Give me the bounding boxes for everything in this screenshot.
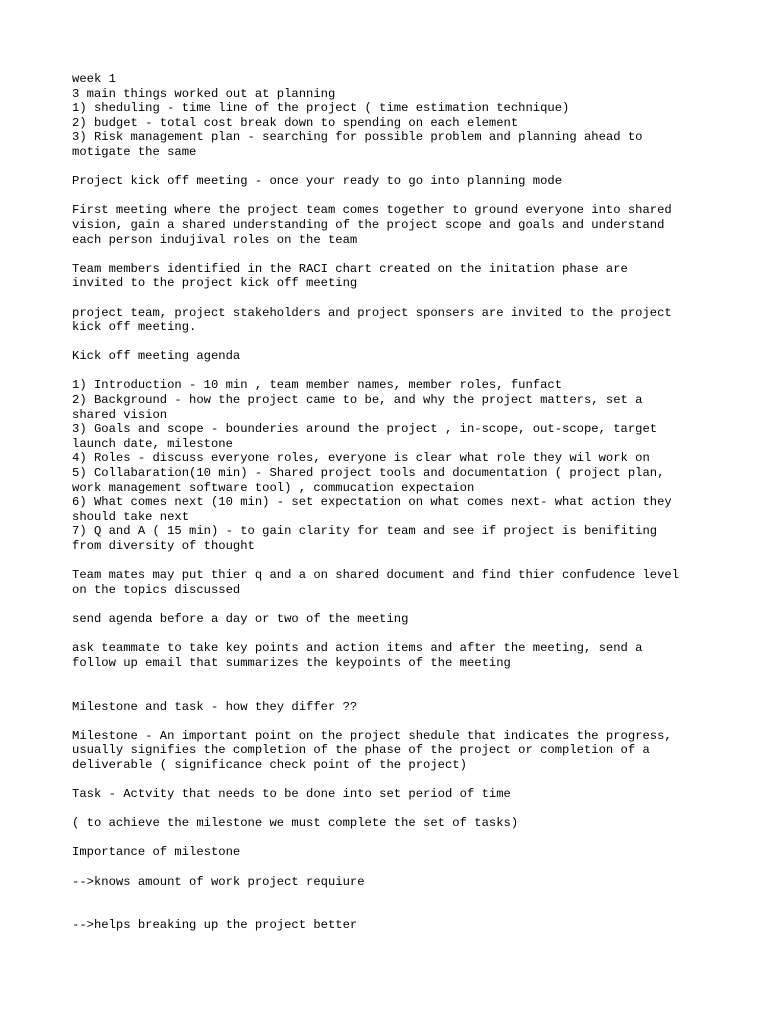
document-line: follow up email that summarizes the keypoints of the meeting xyxy=(72,655,511,670)
document-line: work management software tool) , commucation expectaion xyxy=(72,480,475,495)
document-line xyxy=(72,670,712,685)
document-line: 2) budget - total cost break down to spending on each element xyxy=(72,115,519,130)
document-line xyxy=(72,247,712,262)
document-line: First meeting where the project team comes together to ground everyone into shared xyxy=(72,203,672,218)
document-line xyxy=(72,773,712,788)
document-line: ask teammate to take key points and action items and after the meeting, send a xyxy=(72,641,643,656)
document-line xyxy=(72,160,712,175)
document-page xyxy=(72,72,712,933)
document-line: motigate the same xyxy=(72,144,197,159)
document-line: 3) Goals and scope - bounderies around the project , in-scope, out-scope, target xyxy=(72,422,658,437)
document-line: Milestone and task - how they differ ?? xyxy=(72,699,358,714)
document-line xyxy=(72,364,712,379)
document-line: 7) Q and A ( 15 min) - to gain clarity for team and see if project is benifiting xyxy=(72,524,658,539)
document-line: 3) Risk management plan - searching for possible problem and planning ahead to xyxy=(72,130,643,145)
document-line: Team mates may put thier q and a on shared document and find thier confudence level xyxy=(72,568,680,583)
document-line: ( to achieve the milestone we must complete the set of tasks) xyxy=(72,816,519,831)
document-line: 6) What comes next (10 min) - set expectation on what comes next- what action they xyxy=(72,495,672,510)
document-line: 4) Roles - discuss everyone roles, everyone is clear what role they wil work on xyxy=(72,451,650,466)
document-line: 1) Introduction - 10 min , team member names, member roles, funfact xyxy=(72,378,563,393)
document-line: week 1 xyxy=(72,72,116,86)
document-line: Team members identified in the RACI chart created on the initation phase are xyxy=(72,261,628,276)
document-line: Kick off meeting agenda xyxy=(72,349,241,364)
document-line xyxy=(72,291,712,306)
document-line: Task - Actvity that needs to be done into set period of time xyxy=(72,787,511,802)
document-line: from diversity of thought xyxy=(72,539,255,553)
document-line: project team, project stakeholders and project sponsers are invited to the project xyxy=(72,305,672,320)
document-line xyxy=(72,860,712,875)
document-line xyxy=(72,597,712,612)
document-line: -->helps breaking up the project better xyxy=(72,918,358,933)
document-line: send agenda before a day or two of the meeting xyxy=(72,611,409,626)
document-line: usually signifies the completion of the phase of the project or completion of a xyxy=(72,743,650,758)
document-line: shared vision xyxy=(72,407,168,422)
document-line: Project kick off meeting - once your ready to go into planning mode xyxy=(72,174,563,189)
document-line: 3 main things worked out at planning xyxy=(72,86,336,101)
document-line: 5) Collabaration(10 min) - Shared project tools and documentation ( project plan, xyxy=(72,466,665,481)
document-line: deliverable ( significance check point of the project) xyxy=(72,757,467,772)
document-line xyxy=(72,627,712,642)
document-line: kick off meeting. xyxy=(72,320,197,335)
document-line: -->knows amount of work project requiure xyxy=(72,874,365,889)
document-line: on the topics discussed xyxy=(72,582,241,597)
document-line xyxy=(72,831,712,846)
document-line: invited to the project kick off meeting xyxy=(72,276,358,291)
document-line xyxy=(72,889,712,904)
document-line xyxy=(72,335,712,350)
document-line xyxy=(72,802,712,817)
document-line: launch date, milestone xyxy=(72,436,233,451)
document-line xyxy=(72,554,712,569)
document-line: each person indujival roles on the team xyxy=(72,232,358,247)
document-line xyxy=(72,714,712,729)
document-line: Milestone - An important point on the project shedule that indicates the progress, xyxy=(72,728,672,743)
document-line xyxy=(72,685,712,700)
document-line: should take next xyxy=(72,509,190,524)
document-line: 2) Background - how the project came to be, and why the project matters, set a xyxy=(72,393,643,408)
document-line: 1) sheduling - time line of the project ( time estimation technique) xyxy=(72,101,570,116)
document-line xyxy=(72,904,712,919)
document-line: Importance of milestone xyxy=(72,845,241,860)
document-line xyxy=(72,189,712,204)
document-line: vision, gain a shared understanding of the project scope and goals and understand xyxy=(72,217,665,232)
